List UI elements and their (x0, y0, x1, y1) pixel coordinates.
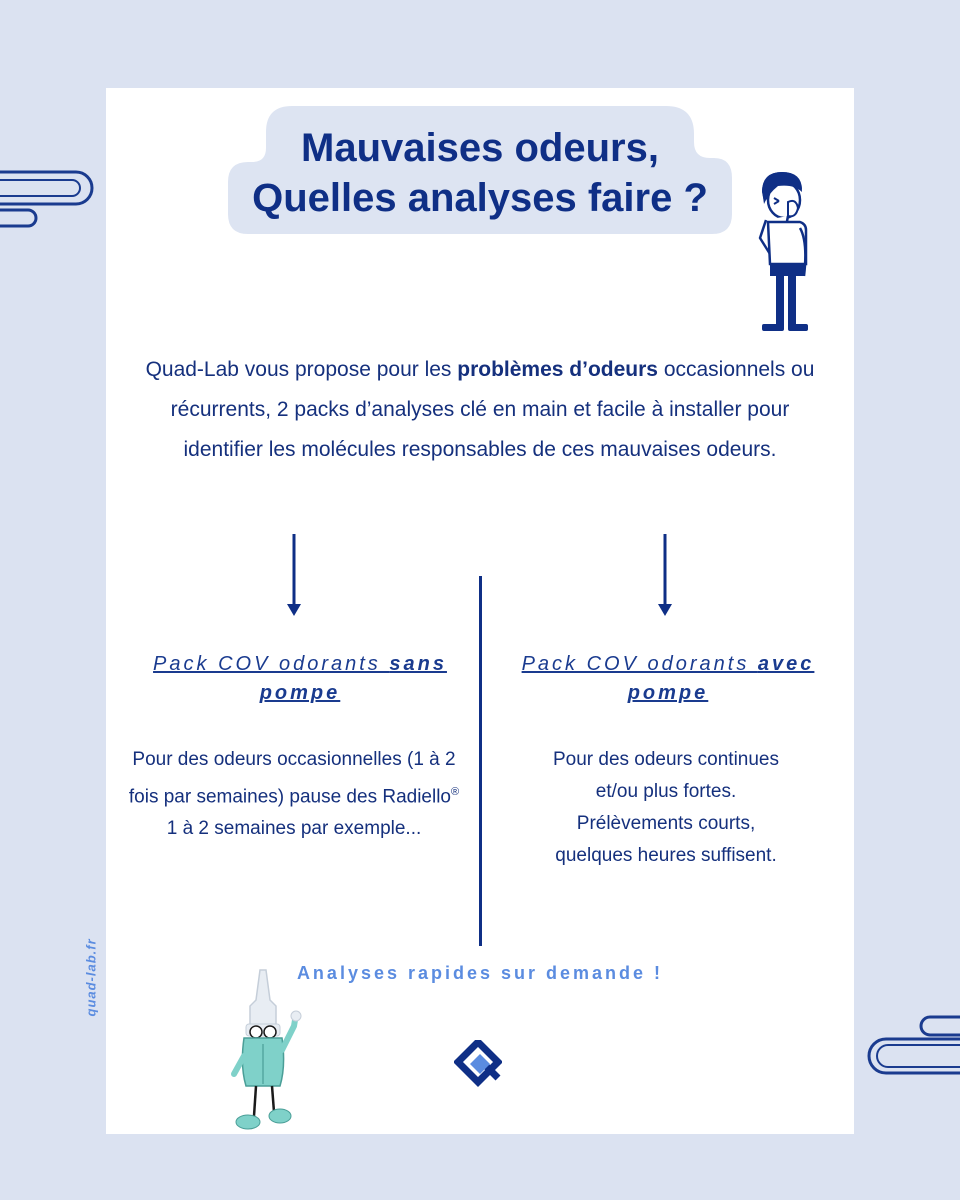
decorative-lines-left (0, 170, 100, 230)
title-line-1: Mauvaises odeurs, (301, 126, 659, 170)
pack-2-description-line: Prélèvements courts, (576, 813, 756, 834)
pack-1-description-text: Pour des odeurs occasionnelles (1 à 2 fois par semaines) pause des Radiello (128, 749, 456, 808)
pack-2-description-line: et/ou plus fortes. (595, 781, 737, 802)
decorative-lines-right (860, 1015, 960, 1077)
intro-text-2: occasionnels ou récurrents, 2 packs d’analyses clé en main et facile à installer pour identifier les molécules responsables de ces mauvaises odeurs. (170, 358, 815, 461)
intro-text-bold: problèmes d’odeurs (457, 358, 658, 381)
pack-1-description (126, 744, 462, 845)
pack-1-description-end: 1 à 2 semaines par exemple... (166, 818, 422, 840)
arrow-down-right-icon (655, 534, 675, 618)
title-bubble (228, 106, 732, 234)
pack-1-registered-mark: ® (451, 786, 460, 798)
website-vertical[interactable] (80, 930, 100, 1020)
mascot-vial-character (220, 966, 310, 1136)
quad-lab-logo (454, 1040, 502, 1088)
website-link[interactable]: quad-lab.fr (83, 938, 99, 1017)
pack-2-title (500, 650, 836, 708)
pack-1-title-prefix: Pack COV odorants (153, 653, 390, 675)
intro-paragraph (140, 350, 820, 470)
arrow-down-left-icon (284, 534, 304, 618)
pack-2-title-prefix: Pack COV odorants (521, 653, 758, 675)
pack-1-title (130, 650, 470, 708)
pack-1-title-emphasis: sans pompe (259, 653, 447, 704)
column-divider (479, 576, 482, 946)
pack-2-description-line: Pour des odeurs continues (552, 749, 780, 770)
title-line-2: Quelles analyses faire ? (252, 176, 708, 220)
intro-text-1: Quad-Lab vous propose pour les (145, 358, 458, 381)
person-bad-smell-illustration (748, 168, 818, 336)
pack-2-description-line: quelques heures suffisent. (555, 845, 777, 866)
footer-tagline: Analyses rapides sur demande ! (296, 963, 664, 983)
pack-2-description (516, 744, 816, 872)
pack-2-title-emphasis: avec pompe (627, 653, 815, 704)
